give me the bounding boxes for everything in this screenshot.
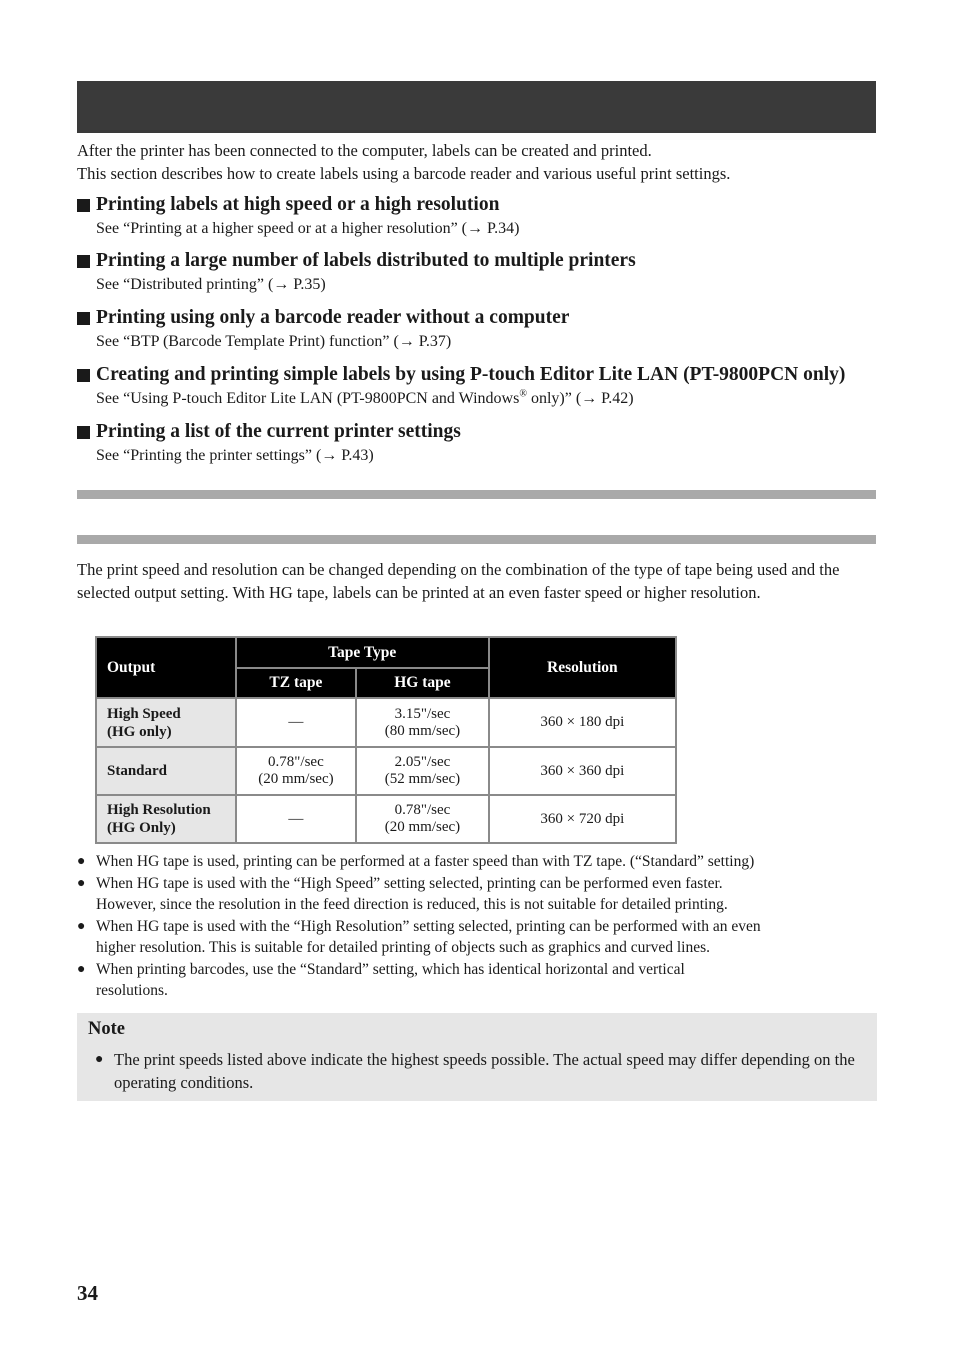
topic-barcode: [77, 306, 887, 353]
resolution-cell: 360 × 180 dpi: [489, 698, 676, 747]
resolution-cell: 360 × 360 dpi: [489, 747, 676, 795]
bullet-dot-icon: ●: [77, 875, 86, 891]
bullet-list: [77, 851, 887, 1002]
header-resolution: Resolution: [489, 637, 676, 698]
topic-printer-settings: [77, 420, 887, 467]
intro-line: After the printer has been connected to the computer, labels can be created and printed.: [77, 141, 652, 160]
bullet-dot-icon: ●: [77, 854, 86, 869]
square-bullet-icon: [77, 312, 90, 325]
row-output-cell: High Resolution (HG Only): [96, 795, 236, 843]
square-bullet-icon: [77, 255, 90, 268]
subsection-rule-bottom: [77, 535, 876, 544]
hg-speed-cell: 2.05"/sec (52 mm/sec): [356, 747, 489, 795]
header-hg-tape: HG tape: [356, 668, 489, 698]
row-output-cell: High Speed (HG only): [96, 698, 236, 747]
bullet-dot-icon: ●: [77, 961, 86, 977]
bullet-dot-icon: ●: [95, 1052, 104, 1067]
note-text: The print speeds listed above indicate the highest speeds possible. The actual speed may differ depending on the operating conditions.: [114, 1050, 855, 1092]
intro-line: This section describes how to create labels using a barcode reader and various useful print settings.: [77, 164, 731, 183]
table-row: [96, 747, 676, 795]
topic-heading: Printing a large number of labels distributed to multiple printers: [96, 250, 636, 271]
square-bullet-icon: [77, 426, 90, 439]
bullet-dot-icon: ●: [77, 918, 86, 934]
topic-reference: See “Printing the printer settings” (→ P.43): [96, 447, 374, 464]
tz-speed-cell: —: [236, 698, 357, 747]
section-title-bar: [77, 81, 876, 133]
topic-high-speed: [77, 193, 887, 240]
speed-resolution-table: [95, 636, 677, 844]
tz-speed-cell: 0.78"/sec (20 mm/sec): [236, 747, 357, 795]
table-row: [96, 795, 676, 843]
hg-speed-cell: 3.15"/sec (80 mm/sec): [356, 698, 489, 747]
header-tz-tape: TZ tape: [236, 668, 357, 698]
header-output: Output: [96, 637, 236, 698]
topic-heading: Printing using only a barcode reader without a computer: [96, 307, 570, 328]
topic-reference: See “BTP (Barcode Template Print) function” (→ P.37): [96, 333, 452, 350]
topic-reference: See “Using P-touch Editor Lite LAN (PT-9800PCN and Windows® only)” (→ P.42): [96, 388, 634, 407]
list-item: ● When HG tape is used, printing can be performed at a faster speed than with TZ tape. (“Standard” setting): [77, 851, 887, 873]
topic-heading: Printing a list of the current printer settings: [96, 421, 461, 442]
header-tape-type: Tape Type: [236, 637, 489, 668]
note-item: [95, 1048, 855, 1094]
table-row: [96, 698, 676, 747]
note-title: Note: [88, 1019, 125, 1039]
intro-paragraph: [77, 139, 877, 185]
topic-reference: See “Printing at a higher speed or at a higher resolution” (→ P.34): [96, 220, 520, 237]
square-bullet-icon: [77, 199, 90, 212]
resolution-cell: 360 × 720 dpi: [489, 795, 676, 843]
note-box: [77, 1013, 877, 1101]
speed-paragraph: The print speed and resolution can be changed depending on the combination of the type of tape being used and the selected output setting. With HG tape, labels can be printed at an even faster speed or higher resolution.: [77, 560, 840, 602]
topic-distributed: [77, 249, 887, 296]
list-item: ● When printing barcodes, use the “Standard” setting, which has identical horizontal and vertical resolutions.: [77, 959, 887, 1002]
list-item: ● When HG tape is used with the “High Resolution” setting selected, printing can be performed with an even higher resolution. This is suitable for detailed printing of objects such as graphics and curved lines.: [77, 916, 887, 959]
page-number: 34: [77, 1281, 98, 1305]
topic-heading: Creating and printing simple labels by using P-touch Editor Lite LAN (PT-9800PCN only): [96, 364, 846, 385]
topic-editor-lite: [77, 363, 887, 410]
square-bullet-icon: [77, 369, 90, 382]
tz-speed-cell: —: [236, 795, 357, 843]
hg-speed-cell: 0.78"/sec (20 mm/sec): [356, 795, 489, 843]
row-output-cell: Standard: [96, 747, 236, 795]
topic-heading: Printing labels at high speed or a high resolution: [96, 194, 500, 215]
topic-reference: See “Distributed printing” (→ P.35): [96, 276, 326, 293]
subsection-rule-top: [77, 490, 876, 499]
list-item: ● When HG tape is used with the “High Speed” setting selected, printing can be performed even faster. However, since the resolution in the feed direction is reduced, this is not suitable for detailed printing.: [77, 873, 887, 916]
